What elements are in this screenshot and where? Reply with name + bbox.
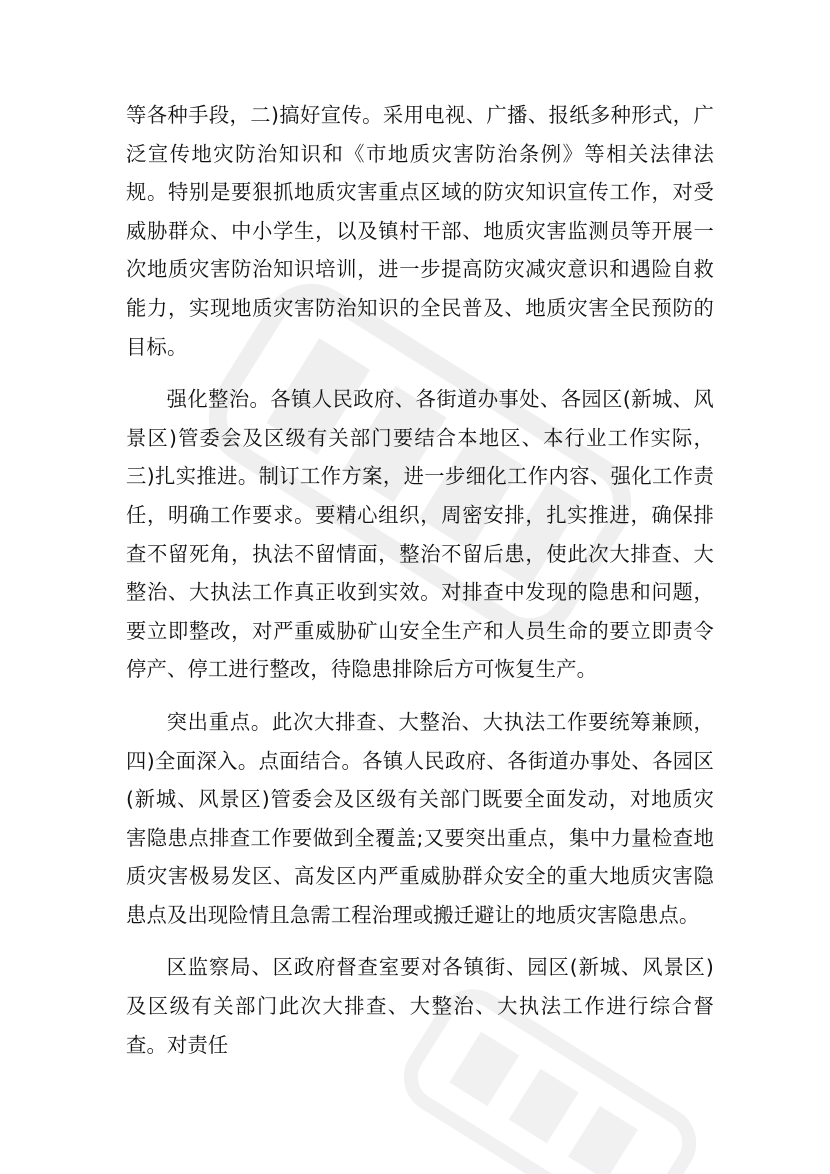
paragraph-2: 强化整治。各镇人民政府、各街道办事处、各园区(新城、风景区)管委会及区级有关部门要结合本地区、本行业工作实际，三)扎实推进。制订工作方案，进一步细化工作内容、强化工作责任，明确工作要求。要精心组织，周密安排，扎实推进，确保排查不留死角，执法不留情面，整治不留后患，使此次大排查、大整治、大执法工作真正收到实效。对排查中发现的隐患和问题，要立即整改，对严重威胁矿山安全生产和人员生命的要立即责令停产、停工进行整改，待隐患排除后方可恢复生产。 xyxy=(126,387,714,682)
paragraph-3: 突出重点。此次大排查、大整治、大执法工作要统筹兼顾，四)全面深入。点面结合。各镇人民政府、各街道办事处、各园区(新城、风景区)管委会及区级有关部门既要全面发动，对地质灾害隐患点排查工作要做到全覆盖;又要突出重点，集中力量检查地质灾害极易发区、高发区内严重威胁群众安全的重大地质灾害隐患点及出现险情且急需工程治理或搬迁避让的地质灾害隐患点。 xyxy=(126,709,714,927)
paragraph-4: 区监察局、区政府督查室要对各镇街、园区(新城、风景区)及区级有关部门此次大排查、大整治、大执法工作进行综合督查。对责任 xyxy=(126,955,714,1057)
document-body xyxy=(126,96,714,1078)
paragraph-1: 等各种手段，二)搞好宣传。采用电视、广播、报纸多种形式，广泛宣传地灾防治知识和《市地质灾害防治条例》等相关法律法规。特别是要狠抓地质灾害重点区域的防灾知识宣传工作，对受威胁群众、中小学生，以及镇村干部、地质灾害监测员等开展一次地质灾害防治知识培训，进一步提高防灾减灾意识和遇险自救能力，实现地质灾害防治知识的全民普及、地质灾害全民预防的目标。 xyxy=(126,103,714,359)
